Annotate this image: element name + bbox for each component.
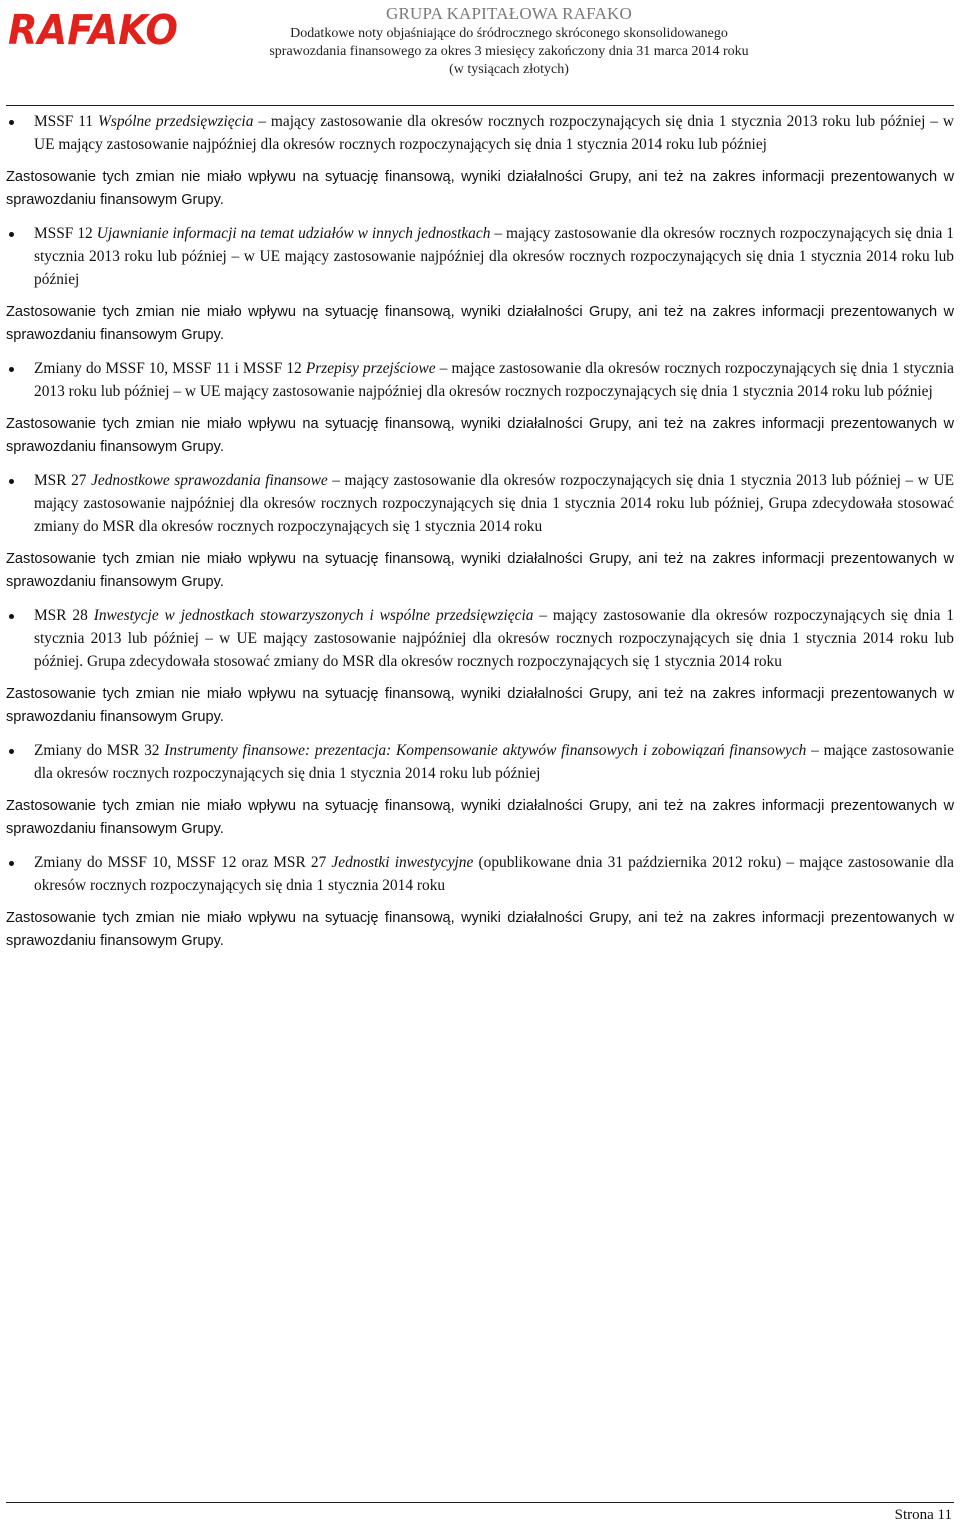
bullet-icon xyxy=(9,367,14,372)
footer-divider xyxy=(6,1502,954,1503)
bullet-icon xyxy=(9,749,14,754)
bullet-icon xyxy=(9,861,14,866)
bullet-icon xyxy=(9,614,14,619)
standard-item: MSSF 12 Ujawnianie informacji na temat udziałów w innych jednostkach – mający zastosowanie dla okresów rocznych rozpoczynających się dnia 1 stycznia 2013 roku lub później – w UE mający zastosowanie najpóźniej dla okresów rocznych rozpoczynających się dnia 1 stycznia 2014 roku lub później xyxy=(6,222,954,291)
standard-item: MSR 27 Jednostkowe sprawozdania finansowe – mający zastosowanie dla okresów rozpoczynających się dnia 1 stycznia 2013 lub później – w UE mający zastosowanie najpóźniej dla okresów rocznych rozpoczynających się dnia 1 stycznia 2014 roku lub później, Grupa zdecydowała stosować zmiany do MSR dla okresów rocznych rozpoczynających się 1 stycznia 2014 roku xyxy=(6,469,954,538)
logo-text: RAFAKO xyxy=(8,6,178,50)
standard-title: Jednostkowe sprawozdania finansowe xyxy=(91,472,328,489)
rafako-logo xyxy=(6,6,182,50)
bullet-icon xyxy=(9,479,14,484)
header-line-3: (w tysiącach złotych) xyxy=(449,62,569,78)
page-header xyxy=(196,3,822,80)
standard-title: Ujawnianie informacji na temat udziałów w innych jednostkach xyxy=(96,225,491,242)
impact-note: Zastosowanie tych zmian nie miało wpływu na sytuację finansową, wyniki działalności Grupy, ani też na zakres informacji prezentowanych w sprawozdaniu finansowym Grupy. xyxy=(6,551,954,590)
header-line-2: sprawozdania finansowego za okres 3 miesięcy zakończony dnia 31 marca 2014 roku xyxy=(269,44,749,60)
standard-item: Zmiany do MSSF 10, MSSF 12 oraz MSR 27 Jednostki inwestycyjne (opublikowane dnia 31 października 2012 roku) – mające zastosowanie dla okresów rocznych rozpoczynających się dnia 1 stycznia 2014 roku xyxy=(6,851,954,897)
impact-note: Zastosowanie tych zmian nie miało wpływu na sytuację finansową, wyniki działalności Grupy, ani też na zakres informacji prezentowanych w sprawozdaniu finansowym Grupy. xyxy=(6,798,954,837)
standard-title: Inwestycje w jednostkach stowarzyszonych i wspólne przedsięwzięcia xyxy=(93,607,534,624)
impact-note: Zastosowanie tych zmian nie miało wpływu na sytuację finansową, wyniki działalności Grupy, ani też na zakres informacji prezentowanych w sprawozdaniu finansowym Grupy. xyxy=(6,910,954,949)
impact-note: Zastosowanie tych zmian nie miało wpływu na sytuację finansową, wyniki działalności Grupy, ani też na zakres informacji prezentowanych w sprawozdaniu finansowym Grupy. xyxy=(6,416,954,455)
page-number: Strona 11 xyxy=(894,1507,952,1523)
standard-item: Zmiany do MSR 32 Instrumenty finansowe: prezentacja: Kompensowanie aktywów finansowych i zobowiązań finansowych – mające zastosowanie dla okresów rocznych rozpoczynających się dnia 1 stycznia 2014 roku lub później xyxy=(6,739,954,785)
impact-note: Zastosowanie tych zmian nie miało wpływu na sytuację finansową, wyniki działalności Grupy, ani też na zakres informacji prezentowanych w sprawozdaniu finansowym Grupy. xyxy=(6,169,954,208)
bullet-icon xyxy=(9,232,14,237)
standard-item: MSSF 11 Wspólne przedsięwzięcia – mający zastosowanie dla okresów rocznych rozpoczynających się dnia 1 stycznia 2013 roku lub później – w UE mający zastosowanie najpóźniej dla okresów rocznych rozpoczynających się dnia 1 stycznia 2014 roku lub później xyxy=(6,110,954,156)
standard-title: Wspólne przedsięwzięcia xyxy=(98,113,254,130)
document-body xyxy=(6,110,954,963)
standard-item: MSR 28 Inwestycje w jednostkach stowarzyszonych i wspólne przedsięwzięcia – mający zastosowanie dla okresów rozpoczynających się dnia 1 stycznia 2013 lub później – w UE mający zastosowanie najpóźniej dla okresów rocznych rozpoczynających się dnia 1 stycznia 2014 roku lub później. Grupa zdecydowała stosować zmiany do MSR dla okresów rocznych rozpoczynających się 1 stycznia 2014 roku xyxy=(6,604,954,673)
standard-title: Przepisy przejściowe xyxy=(305,360,436,377)
header-divider xyxy=(6,105,954,106)
bullet-icon xyxy=(9,120,14,125)
standard-title: Instrumenty finansowe: prezentacja: Kompensowanie aktywów finansowych i zobowiązań finansowych xyxy=(164,742,807,759)
standard-title: Jednostki inwestycyjne xyxy=(331,854,474,871)
standard-item: Zmiany do MSSF 10, MSSF 11 i MSSF 12 Przepisy przejściowe – mające zastosowanie dla okresów rocznych rozpoczynających się dnia 1 stycznia 2013 roku lub później – w UE mający zastosowanie najpóźniej dla okresów rocznych rozpoczynających się dnia 1 stycznia 2014 roku lub później xyxy=(6,357,954,403)
impact-note: Zastosowanie tych zmian nie miało wpływu na sytuację finansową, wyniki działalności Grupy, ani też na zakres informacji prezentowanych w sprawozdaniu finansowym Grupy. xyxy=(6,686,954,725)
group-title: GRUPA KAPITAŁOWA RAFAKO xyxy=(386,4,632,23)
impact-note: Zastosowanie tych zmian nie miało wpływu na sytuację finansową, wyniki działalności Grupy, ani też na zakres informacji prezentowanych w sprawozdaniu finansowym Grupy. xyxy=(6,304,954,343)
header-line-1: Dodatkowe noty objaśniające do śródrocznego skróconego skonsolidowanego xyxy=(290,26,728,42)
